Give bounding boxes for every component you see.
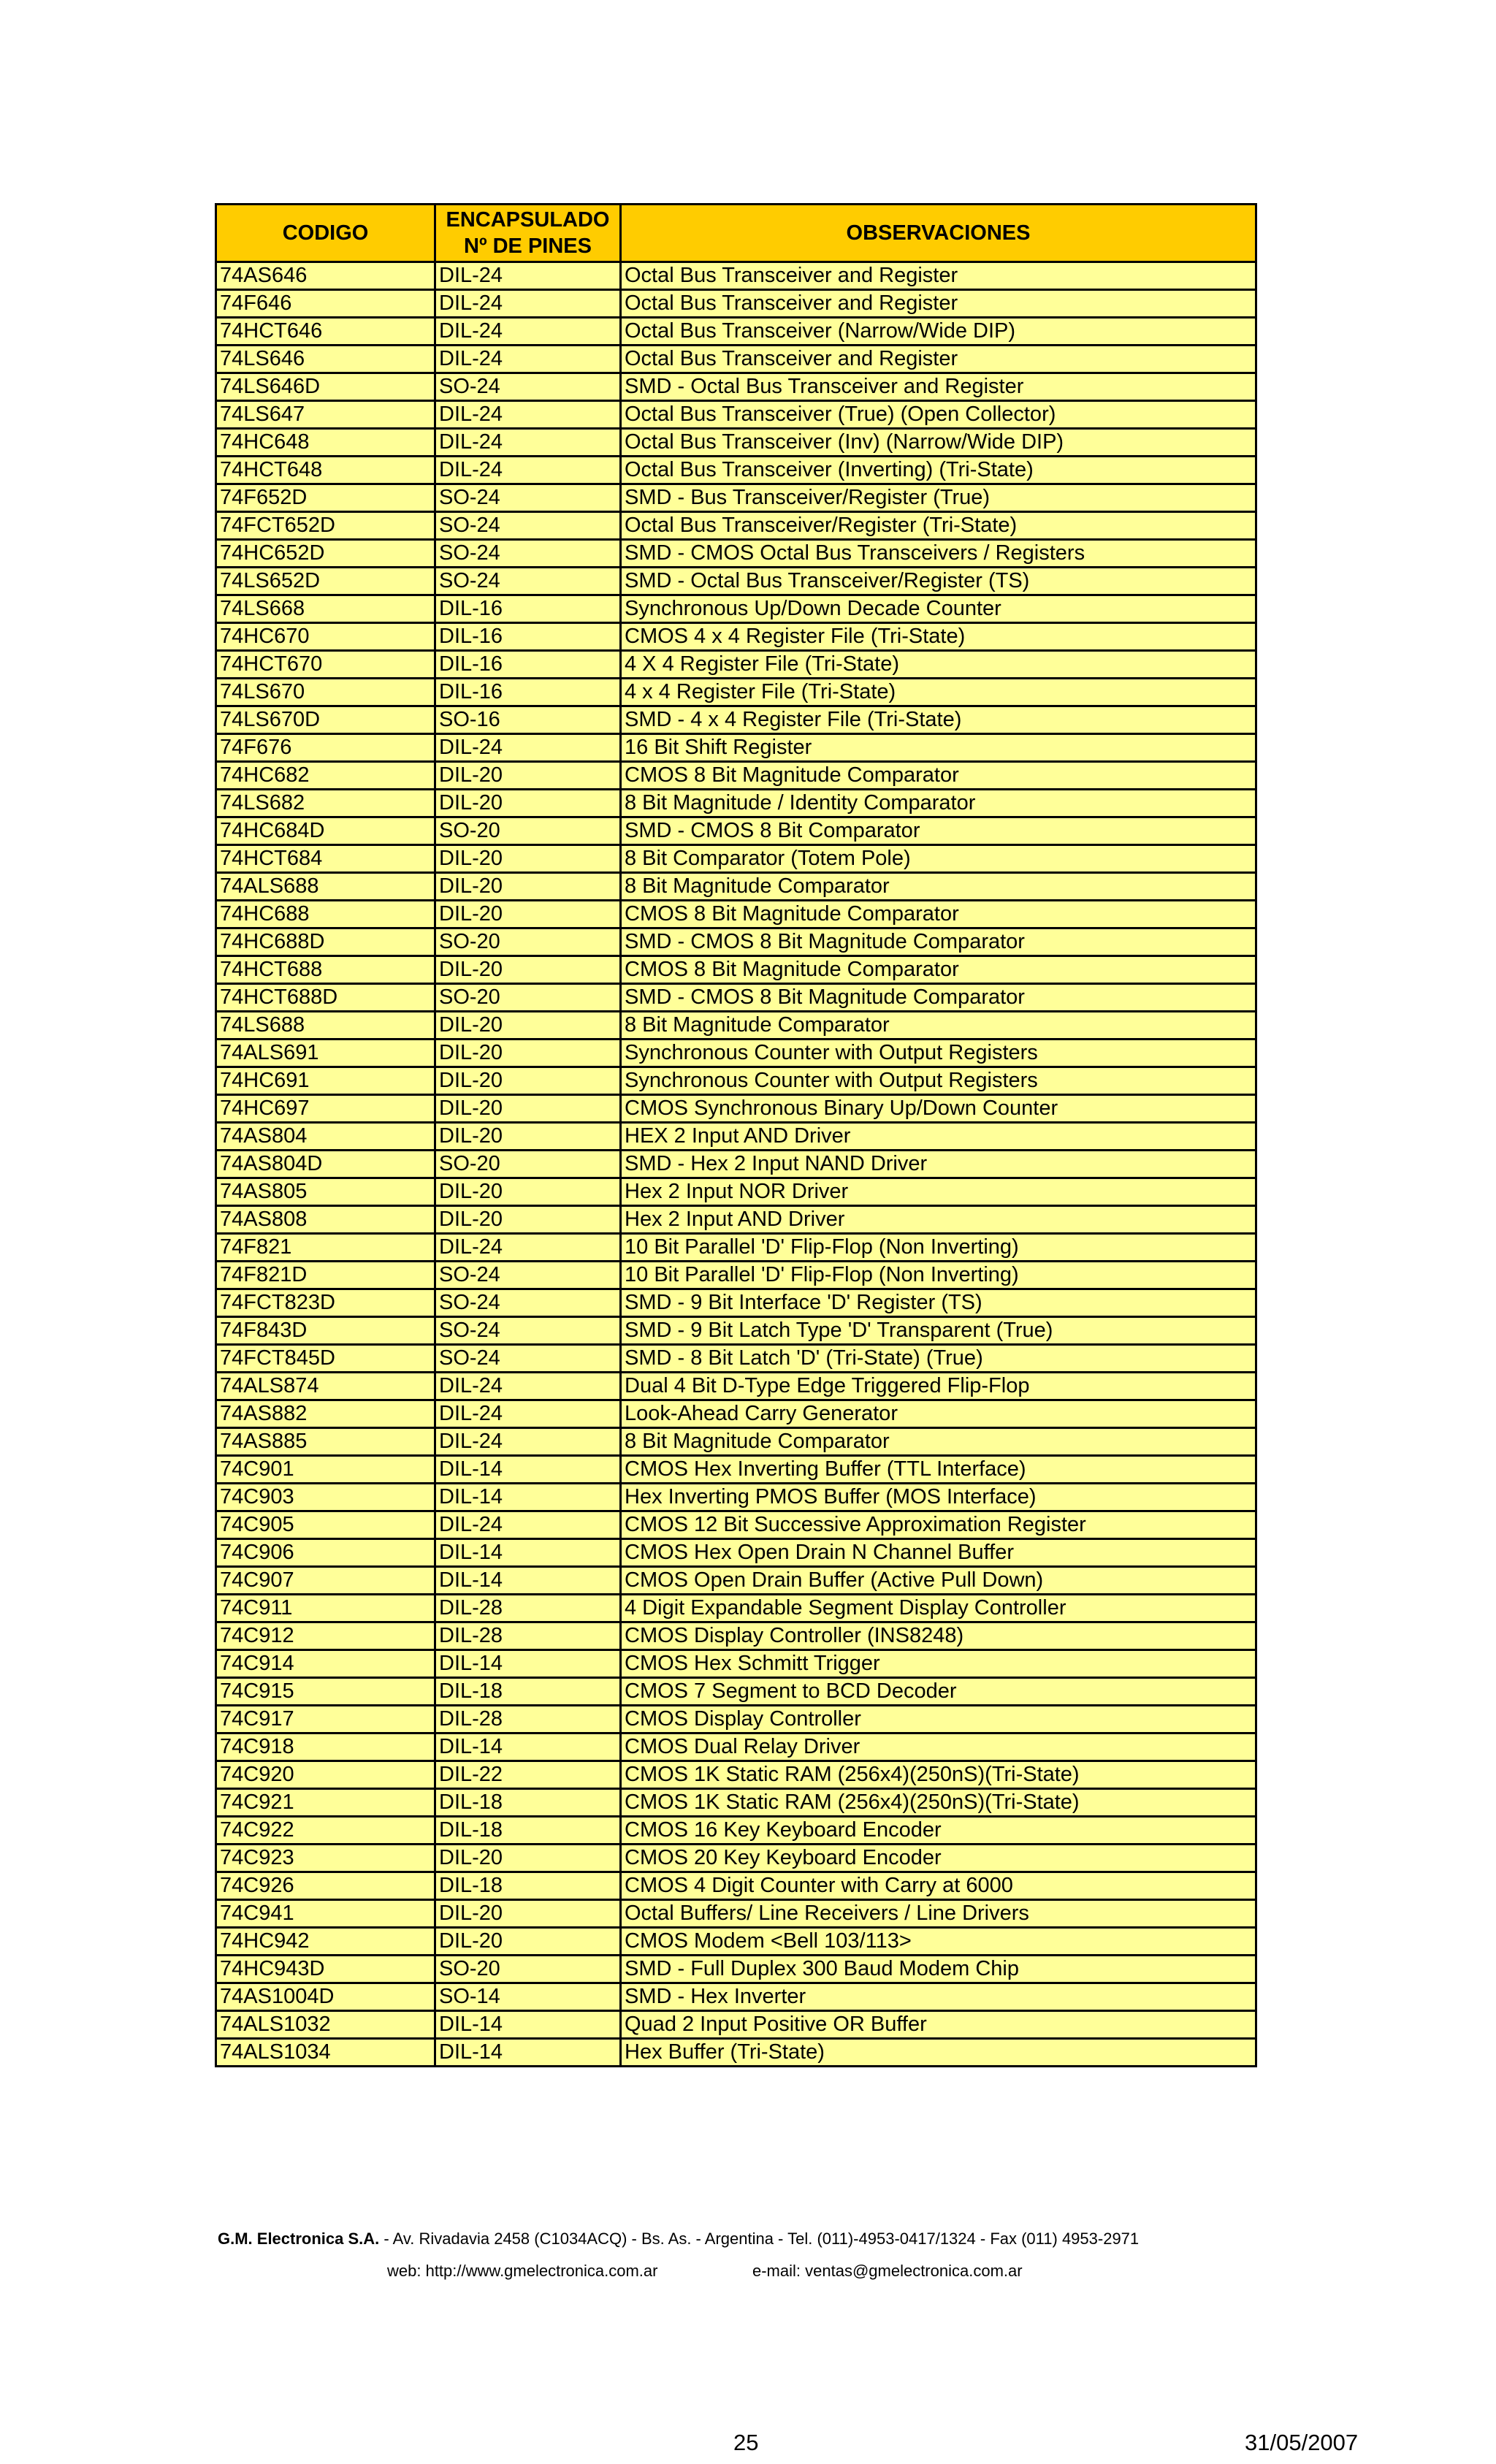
table-row — [216, 1289, 1256, 1317]
table-row — [216, 1983, 1256, 2011]
cell-encapsulado: DIL-20 — [435, 1095, 621, 1123]
cell-codigo: 74FCT823D — [216, 1289, 435, 1317]
table-row — [216, 1345, 1256, 1373]
cell-observaciones: Synchronous Counter with Output Registers — [621, 1067, 1256, 1095]
cell-encapsulado: DIL-24 — [435, 1400, 621, 1428]
footer-address: - Av. Rivadavia 2458 (C1034ACQ) - Bs. As. - Argentina - Tel. (011)-4953-0417/1324 - Fax (011) 4953-2971 — [379, 2230, 1140, 2248]
cell-codigo: 74LS647 — [216, 401, 435, 429]
table-row — [216, 1817, 1256, 1845]
cell-codigo: 74LS688 — [216, 1012, 435, 1040]
table-row — [216, 845, 1256, 873]
cell-observaciones: CMOS 4 Digit Counter with Carry at 6000 — [621, 1872, 1256, 1900]
cell-codigo: 74C903 — [216, 1484, 435, 1511]
cell-observaciones: CMOS 1K Static RAM (256x4)(250nS)(Tri-State) — [621, 1789, 1256, 1817]
cell-codigo: 74AS805 — [216, 1178, 435, 1206]
cell-observaciones: 4 X 4 Register File (Tri-State) — [621, 651, 1256, 679]
cell-observaciones: CMOS Display Controller (INS8248) — [621, 1622, 1256, 1650]
cell-observaciones: 4 Digit Expandable Segment Display Controller — [621, 1595, 1256, 1622]
cell-codigo: 74FCT845D — [216, 1345, 435, 1373]
cell-encapsulado: DIL-18 — [435, 1872, 621, 1900]
cell-encapsulado: DIL-14 — [435, 1567, 621, 1595]
cell-observaciones: Octal Bus Transceiver (Narrow/Wide DIP) — [621, 318, 1256, 346]
cell-encapsulado: SO-20 — [435, 1151, 621, 1178]
cell-observaciones: CMOS 20 Key Keyboard Encoder — [621, 1845, 1256, 1872]
table-row — [216, 1123, 1256, 1151]
cell-observaciones: CMOS Hex Inverting Buffer (TTL Interface) — [621, 1456, 1256, 1484]
table-row — [216, 1761, 1256, 1789]
cell-encapsulado: DIL-28 — [435, 1706, 621, 1733]
cell-encapsulado: DIL-20 — [435, 1206, 621, 1234]
table-row — [216, 1206, 1256, 1234]
table-row — [216, 290, 1256, 318]
cell-encapsulado: DIL-24 — [435, 1511, 621, 1539]
header-codigo — [216, 205, 435, 262]
table-row — [216, 1456, 1256, 1484]
cell-codigo: 74FCT652D — [216, 512, 435, 540]
cell-observaciones: SMD - Octal Bus Transceiver/Register (TS) — [621, 568, 1256, 595]
cell-observaciones: 16 Bit Shift Register — [621, 734, 1256, 762]
cell-observaciones: HEX 2 Input AND Driver — [621, 1123, 1256, 1151]
cell-encapsulado: DIL-20 — [435, 1123, 621, 1151]
cell-codigo: 74F676 — [216, 734, 435, 762]
table-row — [216, 2039, 1256, 2067]
cell-observaciones: CMOS 7 Segment to BCD Decoder — [621, 1678, 1256, 1706]
table-row — [216, 1511, 1256, 1539]
cell-encapsulado: DIL-14 — [435, 2011, 621, 2039]
header-encapsulado — [435, 205, 621, 262]
cell-encapsulado: SO-24 — [435, 1289, 621, 1317]
cell-encapsulado: DIL-14 — [435, 2039, 621, 2067]
cell-codigo: 74C920 — [216, 1761, 435, 1789]
cell-encapsulado: DIL-20 — [435, 1900, 621, 1928]
cell-encapsulado: DIL-20 — [435, 790, 621, 817]
table-row — [216, 1234, 1256, 1262]
cell-encapsulado: DIL-24 — [435, 734, 621, 762]
cell-codigo: 74ALS1032 — [216, 2011, 435, 2039]
table-row — [216, 1567, 1256, 1595]
cell-codigo: 74HCT670 — [216, 651, 435, 679]
cell-codigo: 74C907 — [216, 1567, 435, 1595]
table-row — [216, 1151, 1256, 1178]
cell-encapsulado: DIL-24 — [435, 290, 621, 318]
cell-codigo: 74HC670 — [216, 623, 435, 651]
cell-observaciones: Octal Bus Transceiver (Inverting) (Tri-State) — [621, 457, 1256, 484]
cell-observaciones: CMOS 8 Bit Magnitude Comparator — [621, 901, 1256, 928]
cell-encapsulado: DIL-20 — [435, 1067, 621, 1095]
cell-observaciones: Synchronous Up/Down Decade Counter — [621, 595, 1256, 623]
cell-encapsulado: DIL-24 — [435, 401, 621, 429]
cell-observaciones: Octal Bus Transceiver (Inv) (Narrow/Wide DIP) — [621, 429, 1256, 457]
cell-encapsulado: DIL-14 — [435, 1484, 621, 1511]
cell-observaciones: CMOS 1K Static RAM (256x4)(250nS)(Tri-State) — [621, 1761, 1256, 1789]
table-row — [216, 734, 1256, 762]
cell-observaciones: 4 x 4 Register File (Tri-State) — [621, 679, 1256, 706]
cell-observaciones: SMD - Bus Transceiver/Register (True) — [621, 484, 1256, 512]
cell-observaciones: CMOS 8 Bit Magnitude Comparator — [621, 956, 1256, 984]
cell-observaciones: Octal Bus Transceiver (True) (Open Collector) — [621, 401, 1256, 429]
cell-codigo: 74LS652D — [216, 568, 435, 595]
cell-observaciones: CMOS Open Drain Buffer (Active Pull Down) — [621, 1567, 1256, 1595]
footer-email-link[interactable]: e-mail: ventas@gmelectronica.com.ar — [752, 2262, 1023, 2280]
cell-encapsulado: DIL-16 — [435, 623, 621, 651]
table-row — [216, 595, 1256, 623]
table-row — [216, 956, 1256, 984]
table-row — [216, 1956, 1256, 1983]
table-row — [216, 457, 1256, 484]
page-date: 31/05/2007 — [1245, 2430, 1359, 2455]
cell-encapsulado: SO-24 — [435, 1345, 621, 1373]
cell-codigo: 74HCT646 — [216, 318, 435, 346]
table-row — [216, 1484, 1256, 1511]
table-row — [216, 817, 1256, 845]
header-observaciones-label: OBSERVACIONES — [846, 221, 1031, 245]
product-table — [215, 203, 1257, 2067]
table-row — [216, 540, 1256, 568]
table-row — [216, 1262, 1256, 1289]
cell-observaciones: 8 Bit Magnitude Comparator — [621, 1428, 1256, 1456]
cell-encapsulado: DIL-22 — [435, 1761, 621, 1789]
cell-encapsulado: DIL-14 — [435, 1733, 621, 1761]
cell-codigo: 74HC691 — [216, 1067, 435, 1095]
cell-encapsulado: DIL-24 — [435, 1234, 621, 1262]
cell-encapsulado: DIL-20 — [435, 1928, 621, 1956]
cell-encapsulado: DIL-18 — [435, 1817, 621, 1845]
table-row — [216, 318, 1256, 346]
cell-codigo: 74HCT684 — [216, 845, 435, 873]
header-encapsulado-line1: ENCAPSULADO — [446, 208, 610, 232]
cell-encapsulado: DIL-14 — [435, 1456, 621, 1484]
cell-codigo: 74C921 — [216, 1789, 435, 1817]
cell-observaciones: Synchronous Counter with Output Registers — [621, 1040, 1256, 1067]
table-row — [216, 568, 1256, 595]
cell-codigo: 74LS670 — [216, 679, 435, 706]
cell-codigo: 74C923 — [216, 1845, 435, 1872]
cell-observaciones: SMD - CMOS 8 Bit Magnitude Comparator — [621, 984, 1256, 1012]
cell-codigo: 74F821D — [216, 1262, 435, 1289]
cell-observaciones: 8 Bit Magnitude Comparator — [621, 1012, 1256, 1040]
table-body — [216, 262, 1256, 2067]
cell-codigo: 74HCT648 — [216, 457, 435, 484]
cell-codigo: 74LS670D — [216, 706, 435, 734]
table-row — [216, 1373, 1256, 1400]
cell-encapsulado: DIL-16 — [435, 651, 621, 679]
table-row — [216, 1872, 1256, 1900]
table-row — [216, 790, 1256, 817]
cell-observaciones: Look-Ahead Carry Generator — [621, 1400, 1256, 1428]
cell-encapsulado: DIL-24 — [435, 1428, 621, 1456]
cell-encapsulado: DIL-20 — [435, 1040, 621, 1067]
cell-encapsulado: DIL-16 — [435, 595, 621, 623]
table-row — [216, 623, 1256, 651]
cell-codigo: 74LS646D — [216, 373, 435, 401]
table-header — [216, 205, 1256, 262]
cell-observaciones: 10 Bit Parallel 'D' Flip-Flop (Non Inverting) — [621, 1262, 1256, 1289]
cell-encapsulado: SO-24 — [435, 373, 621, 401]
cell-codigo: 74HCT688D — [216, 984, 435, 1012]
cell-encapsulado: DIL-20 — [435, 901, 621, 928]
cell-codigo: 74AS804 — [216, 1123, 435, 1151]
cell-encapsulado: DIL-14 — [435, 1539, 621, 1567]
table-row — [216, 346, 1256, 373]
cell-encapsulado: DIL-20 — [435, 873, 621, 901]
table-row — [216, 1095, 1256, 1123]
cell-observaciones: SMD - CMOS 8 Bit Comparator — [621, 817, 1256, 845]
table-row — [216, 984, 1256, 1012]
cell-codigo: 74ALS1034 — [216, 2039, 435, 2067]
cell-codigo: 74ALS691 — [216, 1040, 435, 1067]
cell-encapsulado: DIL-20 — [435, 845, 621, 873]
cell-observaciones: SMD - Hex Inverter — [621, 1983, 1256, 2011]
table-row — [216, 1012, 1256, 1040]
cell-codigo: 74C941 — [216, 1900, 435, 1928]
table-row — [216, 262, 1256, 290]
table-row — [216, 1178, 1256, 1206]
cell-observaciones: CMOS Display Controller — [621, 1706, 1256, 1733]
cell-observaciones: SMD - 9 Bit Interface 'D' Register (TS) — [621, 1289, 1256, 1317]
cell-observaciones: SMD - Full Duplex 300 Baud Modem Chip — [621, 1956, 1256, 1983]
table-row — [216, 1040, 1256, 1067]
cell-encapsulado: DIL-20 — [435, 762, 621, 790]
table-row — [216, 901, 1256, 928]
table-row — [216, 1928, 1256, 1956]
cell-encapsulado: DIL-28 — [435, 1595, 621, 1622]
table-row — [216, 2011, 1256, 2039]
cell-codigo: 74ALS874 — [216, 1373, 435, 1400]
table-row — [216, 1317, 1256, 1345]
footer-company-line — [218, 2230, 1139, 2249]
cell-observaciones: CMOS 8 Bit Magnitude Comparator — [621, 762, 1256, 790]
table-row — [216, 873, 1256, 901]
cell-codigo: 74HC688D — [216, 928, 435, 956]
cell-codigo: 74HC942 — [216, 1928, 435, 1956]
table-row — [216, 1706, 1256, 1733]
cell-observaciones: Octal Bus Transceiver and Register — [621, 346, 1256, 373]
table-row — [216, 1789, 1256, 1817]
cell-encapsulado: SO-24 — [435, 512, 621, 540]
table-row — [216, 706, 1256, 734]
cell-observaciones: CMOS 12 Bit Successive Approximation Register — [621, 1511, 1256, 1539]
table-row — [216, 651, 1256, 679]
cell-observaciones: CMOS Synchronous Binary Up/Down Counter — [621, 1095, 1256, 1123]
cell-encapsulado: DIL-20 — [435, 1012, 621, 1040]
table-row — [216, 928, 1256, 956]
cell-encapsulado: SO-20 — [435, 817, 621, 845]
cell-encapsulado: SO-24 — [435, 484, 621, 512]
cell-codigo: 74AS808 — [216, 1206, 435, 1234]
table-row — [216, 762, 1256, 790]
header-encapsulado-line2: Nº DE PINES — [464, 234, 592, 258]
header-observaciones — [621, 205, 1256, 262]
cell-codigo: 74AS885 — [216, 1428, 435, 1456]
cell-encapsulado: DIL-16 — [435, 679, 621, 706]
cell-observaciones: CMOS Hex Schmitt Trigger — [621, 1650, 1256, 1678]
cell-codigo: 74HC648 — [216, 429, 435, 457]
cell-observaciones: 8 Bit Magnitude / Identity Comparator — [621, 790, 1256, 817]
cell-observaciones: 10 Bit Parallel 'D' Flip-Flop (Non Inverting) — [621, 1234, 1256, 1262]
cell-codigo: 74ALS688 — [216, 873, 435, 901]
cell-observaciones: CMOS Hex Open Drain N Channel Buffer — [621, 1539, 1256, 1567]
cell-codigo: 74HC697 — [216, 1095, 435, 1123]
footer-web-link[interactable]: web: http://www.gmelectronica.com.ar — [387, 2262, 658, 2280]
cell-codigo: 74C901 — [216, 1456, 435, 1484]
table-row — [216, 1733, 1256, 1761]
cell-codigo: 74C917 — [216, 1706, 435, 1733]
table-row — [216, 373, 1256, 401]
table-row — [216, 401, 1256, 429]
cell-codigo: 74HC688 — [216, 901, 435, 928]
cell-encapsulado: DIL-24 — [435, 457, 621, 484]
cell-encapsulado: DIL-20 — [435, 1845, 621, 1872]
header-row — [216, 205, 1256, 262]
cell-observaciones: SMD - 8 Bit Latch 'D' (Tri-State) (True) — [621, 1345, 1256, 1373]
cell-codigo: 74F821 — [216, 1234, 435, 1262]
cell-observaciones: Hex Inverting PMOS Buffer (MOS Interface) — [621, 1484, 1256, 1511]
table-row — [216, 1845, 1256, 1872]
cell-codigo: 74F652D — [216, 484, 435, 512]
cell-observaciones: SMD - 4 x 4 Register File (Tri-State) — [621, 706, 1256, 734]
table-row — [216, 1900, 1256, 1928]
table-row — [216, 1650, 1256, 1678]
cell-encapsulado: DIL-18 — [435, 1789, 621, 1817]
cell-codigo: 74AS804D — [216, 1151, 435, 1178]
cell-encapsulado: DIL-14 — [435, 1650, 621, 1678]
cell-observaciones: Octal Bus Transceiver/Register (Tri-State) — [621, 512, 1256, 540]
table-row — [216, 679, 1256, 706]
table-row — [216, 1400, 1256, 1428]
cell-encapsulado: DIL-28 — [435, 1622, 621, 1650]
table-row — [216, 429, 1256, 457]
table-row — [216, 512, 1256, 540]
table-row — [216, 1539, 1256, 1567]
cell-encapsulado: SO-20 — [435, 984, 621, 1012]
cell-codigo: 74F843D — [216, 1317, 435, 1345]
cell-encapsulado: SO-14 — [435, 1983, 621, 2011]
cell-observaciones: CMOS 16 Key Keyboard Encoder — [621, 1817, 1256, 1845]
cell-observaciones: SMD - CMOS Octal Bus Transceivers / Registers — [621, 540, 1256, 568]
cell-codigo: 74HC943D — [216, 1956, 435, 1983]
cell-encapsulado: DIL-24 — [435, 1373, 621, 1400]
footer-company-name: G.M. Electronica S.A. — [218, 2230, 380, 2248]
cell-observaciones: Dual 4 Bit D-Type Edge Triggered Flip-Flop — [621, 1373, 1256, 1400]
cell-codigo: 74HC682 — [216, 762, 435, 790]
cell-observaciones: Octal Buffers/ Line Receivers / Line Drivers — [621, 1900, 1256, 1928]
table-row — [216, 1622, 1256, 1650]
cell-codigo: 74LS646 — [216, 346, 435, 373]
cell-codigo: 74C922 — [216, 1817, 435, 1845]
cell-codigo: 74AS646 — [216, 262, 435, 290]
cell-encapsulado: SO-24 — [435, 1262, 621, 1289]
cell-codigo: 74C906 — [216, 1539, 435, 1567]
cell-encapsulado: SO-16 — [435, 706, 621, 734]
header-codigo-label: CODIGO — [282, 221, 369, 245]
cell-encapsulado: SO-24 — [435, 1317, 621, 1345]
cell-observaciones: Hex Buffer (Tri-State) — [621, 2039, 1256, 2067]
cell-observaciones: SMD - CMOS 8 Bit Magnitude Comparator — [621, 928, 1256, 956]
cell-encapsulado: DIL-24 — [435, 318, 621, 346]
cell-codigo: 74C926 — [216, 1872, 435, 1900]
cell-encapsulado: SO-24 — [435, 540, 621, 568]
cell-codigo: 74C911 — [216, 1595, 435, 1622]
cell-observaciones: SMD - 9 Bit Latch Type 'D' Transparent (True) — [621, 1317, 1256, 1345]
cell-encapsulado: DIL-20 — [435, 1178, 621, 1206]
cell-encapsulado: DIL-20 — [435, 956, 621, 984]
cell-codigo: 74C918 — [216, 1733, 435, 1761]
cell-codigo: 74HC684D — [216, 817, 435, 845]
cell-observaciones: Octal Bus Transceiver and Register — [621, 262, 1256, 290]
cell-codigo: 74AS882 — [216, 1400, 435, 1428]
cell-codigo: 74LS682 — [216, 790, 435, 817]
cell-observaciones: Hex 2 Input AND Driver — [621, 1206, 1256, 1234]
cell-encapsulado: SO-20 — [435, 928, 621, 956]
table-row — [216, 1428, 1256, 1456]
cell-encapsulado: DIL-18 — [435, 1678, 621, 1706]
cell-observaciones: SMD - Octal Bus Transceiver and Register — [621, 373, 1256, 401]
cell-codigo: 74C905 — [216, 1511, 435, 1539]
cell-codigo: 74F646 — [216, 290, 435, 318]
cell-observaciones: CMOS Dual Relay Driver — [621, 1733, 1256, 1761]
cell-observaciones: CMOS Modem <Bell 103/113> — [621, 1928, 1256, 1956]
cell-codigo: 74AS1004D — [216, 1983, 435, 2011]
table-row — [216, 1595, 1256, 1622]
table-row — [216, 484, 1256, 512]
cell-encapsulado: SO-20 — [435, 1956, 621, 1983]
cell-codigo: 74C914 — [216, 1650, 435, 1678]
cell-observaciones: 8 Bit Comparator (Totem Pole) — [621, 845, 1256, 873]
cell-encapsulado: DIL-24 — [435, 346, 621, 373]
cell-observaciones: Hex 2 Input NOR Driver — [621, 1178, 1256, 1206]
cell-codigo: 74LS668 — [216, 595, 435, 623]
cell-encapsulado: DIL-24 — [435, 429, 621, 457]
table-row — [216, 1678, 1256, 1706]
cell-codigo: 74C915 — [216, 1678, 435, 1706]
page-number: 25 — [733, 2430, 759, 2455]
cell-observaciones: CMOS 4 x 4 Register File (Tri-State) — [621, 623, 1256, 651]
cell-codigo: 74HCT688 — [216, 956, 435, 984]
cell-encapsulado: DIL-24 — [435, 262, 621, 290]
cell-observaciones: Quad 2 Input Positive OR Buffer — [621, 2011, 1256, 2039]
cell-observaciones: Octal Bus Transceiver and Register — [621, 290, 1256, 318]
cell-encapsulado: SO-24 — [435, 568, 621, 595]
cell-observaciones: 8 Bit Magnitude Comparator — [621, 873, 1256, 901]
cell-codigo: 74HC652D — [216, 540, 435, 568]
cell-observaciones: SMD - Hex 2 Input NAND Driver — [621, 1151, 1256, 1178]
table-row — [216, 1067, 1256, 1095]
cell-codigo: 74C912 — [216, 1622, 435, 1650]
